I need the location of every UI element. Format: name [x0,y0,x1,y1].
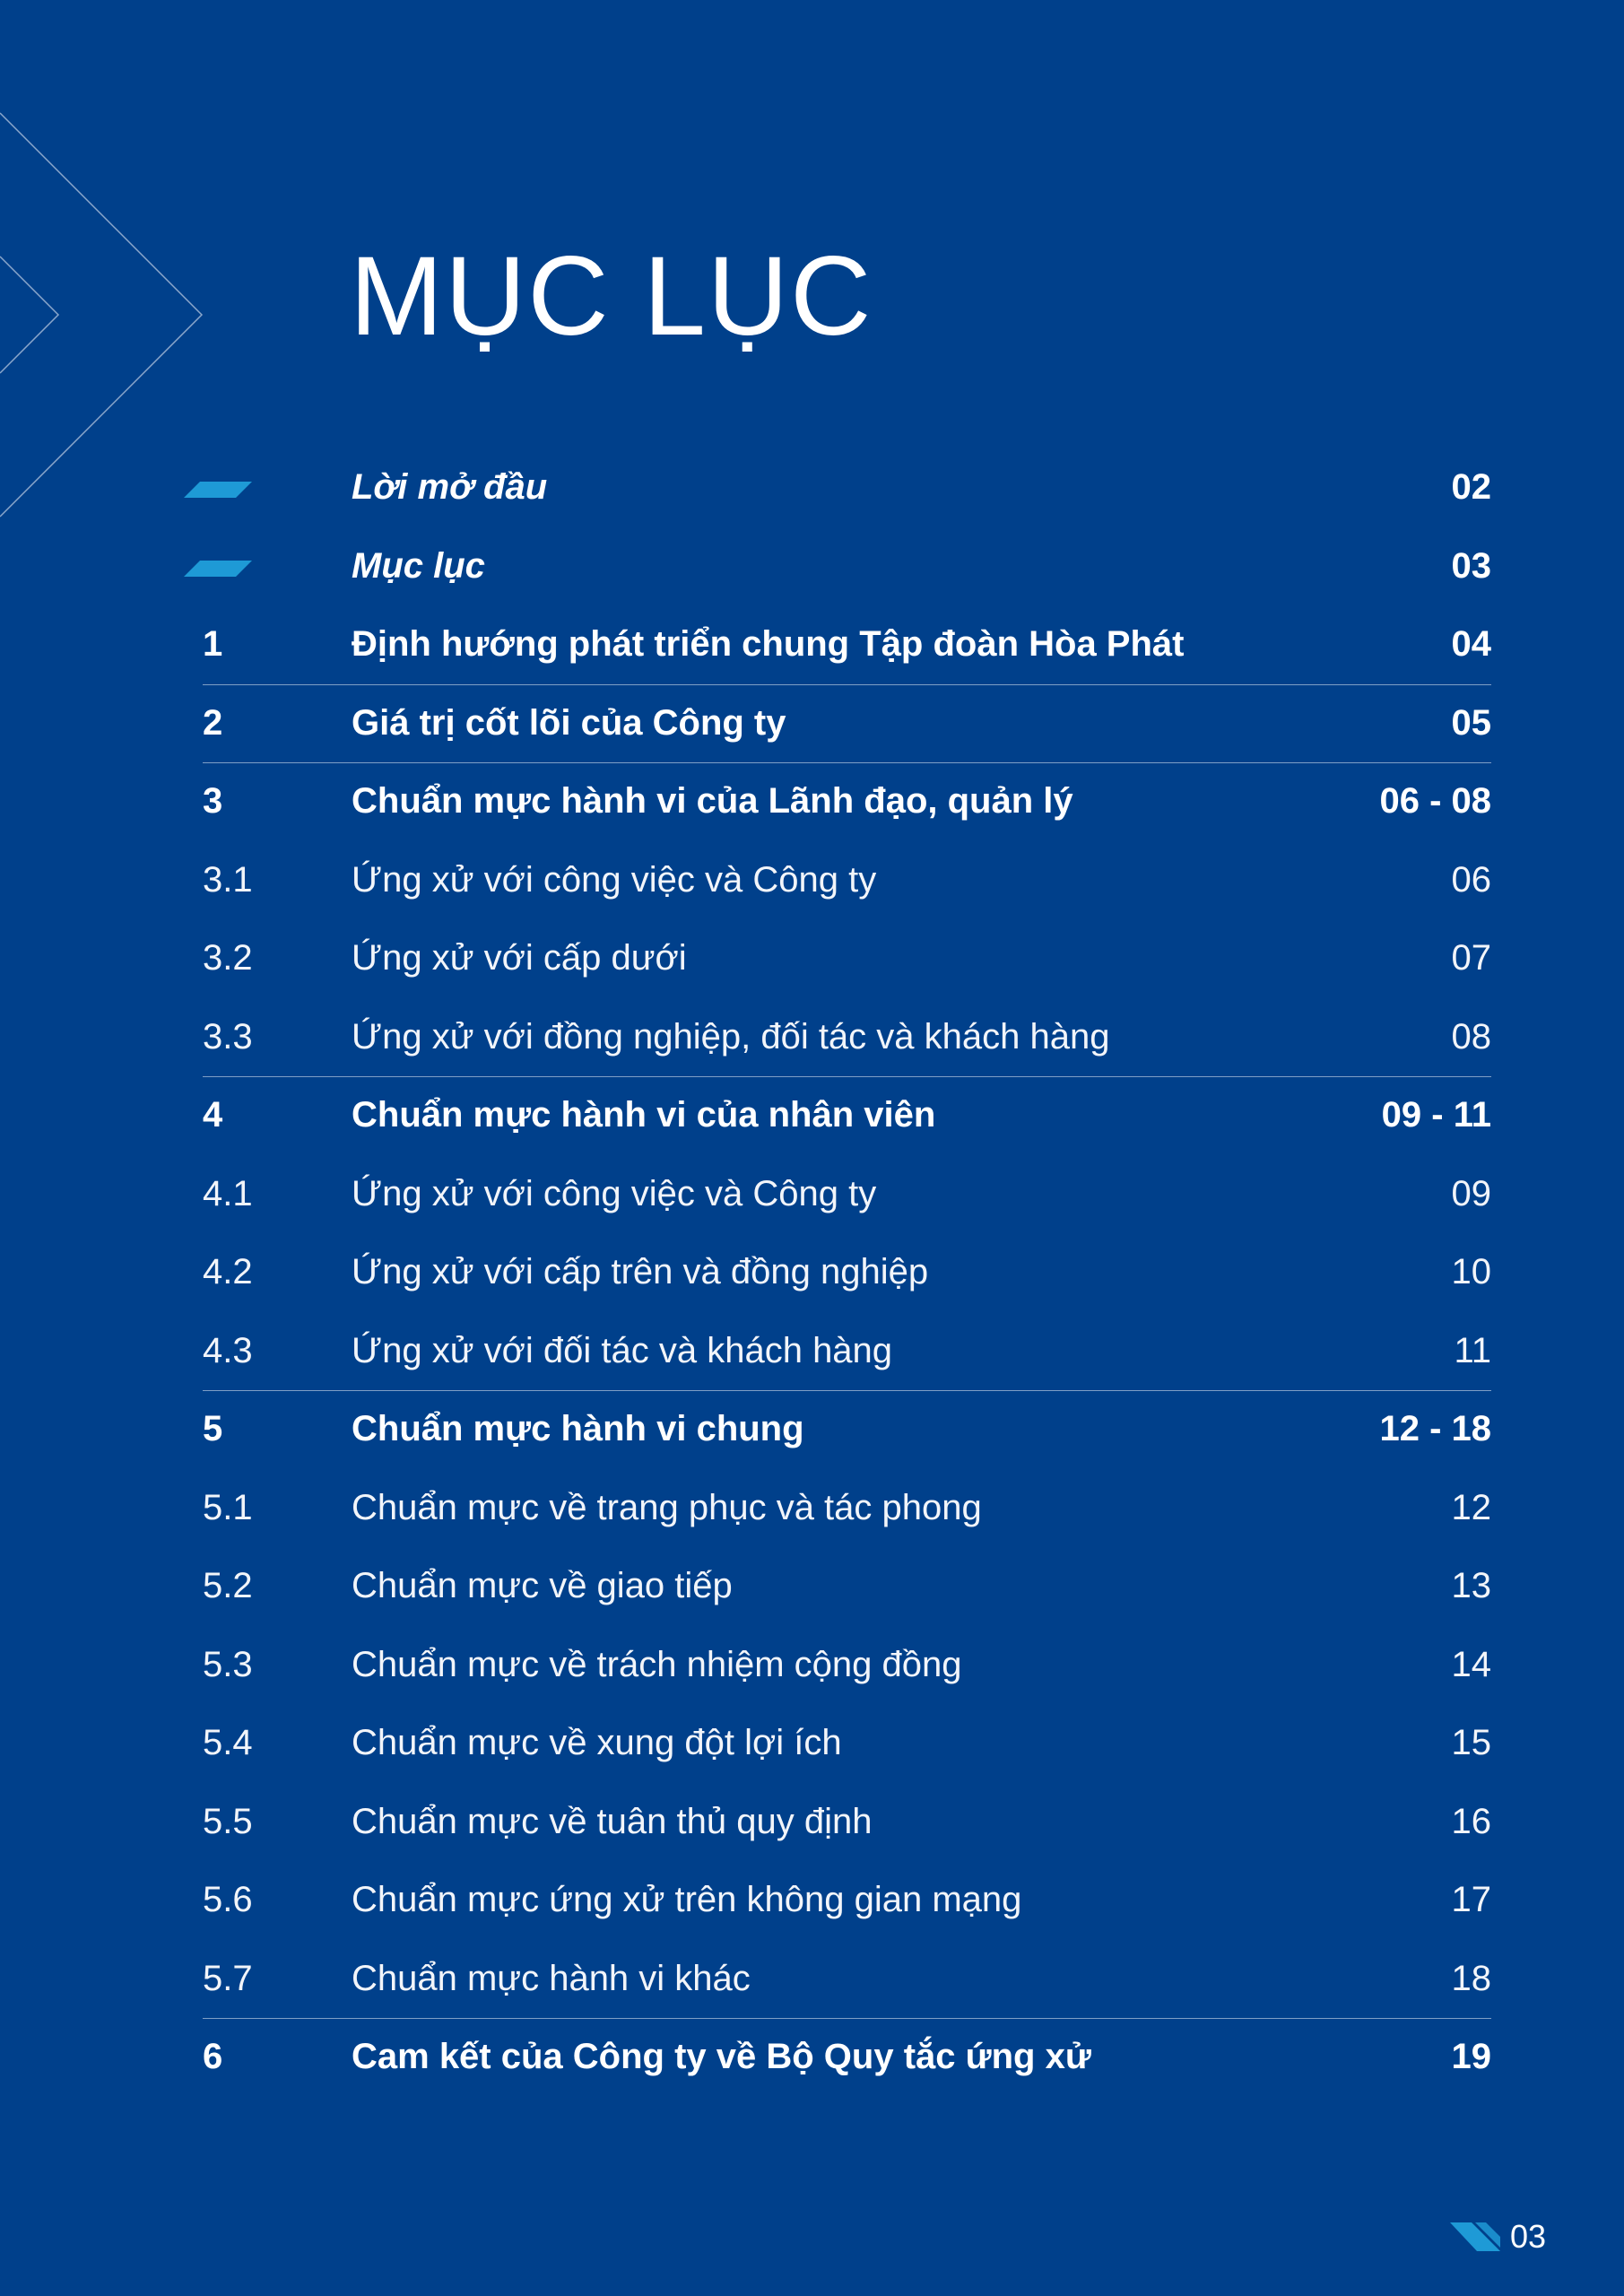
toc-label: Chuẩn mực về trang phục và tác phong [352,1487,982,1527]
toc-label: Định hướng phát triển chung Tập đoàn Hòa Phát [352,624,1185,664]
toc-page: 17 [1451,1880,1491,1919]
toc-row[interactable] [0,1076,1624,1155]
toc-number: 4.1 [203,1173,253,1213]
toc-label: Ứng xử với cấp dưới [352,938,687,978]
toc-row[interactable] [0,1469,1624,1548]
toc-row[interactable] [0,919,1624,998]
toc-row[interactable] [0,762,1624,841]
toc-row[interactable] [0,527,1624,606]
toc-number: 3.3 [203,1016,253,1057]
toc-row[interactable] [0,684,1624,763]
toc-number: 5.6 [203,1880,253,1919]
page-title: MỤC LỤC [350,234,873,359]
toc-label: Chuẩn mực về tuân thủ quy định [352,1801,873,1841]
toc-row[interactable] [0,1783,1624,1862]
toc-label: Mục lục [352,545,485,586]
toc-page: 09 - 11 [1381,1095,1491,1135]
toc-row[interactable] [0,1233,1624,1312]
toc-label: Chuẩn mực hành vi của nhân viên [352,1095,936,1135]
toc-row[interactable] [0,1390,1624,1469]
toc-page: 13 [1451,1566,1491,1605]
toc-label: Ứng xử với đối tác và khách hàng [352,1330,893,1370]
toc-row[interactable] [0,841,1624,920]
toc-number: 4.3 [203,1330,253,1370]
toc-row[interactable] [0,1704,1624,1783]
toc-page: 14 [1451,1644,1491,1684]
toc-row[interactable] [0,998,1624,1077]
toc-page: 15 [1451,1723,1491,1762]
toc-row[interactable] [0,1155,1624,1234]
toc-label: Giá trị cốt lõi của Công ty [352,702,786,743]
toc-label: Ứng xử với công việc và Công ty [352,859,877,900]
toc-page: 06 - 08 [1379,781,1491,821]
toc-page: 12 [1451,1487,1491,1527]
corner-tab-icon [1450,2222,1500,2251]
toc-label: Chuẩn mực về xung đột lợi ích [352,1723,842,1762]
toc-row[interactable] [0,605,1624,684]
toc-row[interactable] [0,2018,1624,2097]
toc-page: 18 [1451,1958,1491,1998]
toc-page: 02 [1451,467,1491,507]
toc-number: 5.1 [203,1487,253,1527]
toc-label: Cam kết của Công ty về Bộ Quy tắc ứng xử [352,2037,1091,2076]
toc-page: 03 [1451,545,1491,586]
toc-page: 07 [1451,938,1491,978]
accent-parallelogram-icon [184,561,252,577]
toc-number: 5.5 [203,1801,253,1841]
toc-number: 5.2 [203,1566,253,1605]
toc-label: Chuẩn mực ứng xử trên không gian mạng [352,1880,1022,1919]
table-of-contents [0,448,1624,2097]
toc-page: 09 [1451,1173,1491,1213]
toc-label: Ứng xử với công việc và Công ty [352,1173,877,1213]
toc-label: Lời mở đầu [352,467,548,507]
toc-row[interactable] [0,1626,1624,1705]
toc-number: 3.2 [203,938,253,978]
toc-page: 04 [1451,624,1491,664]
toc-number: 3.1 [203,859,253,900]
toc-page: 12 - 18 [1379,1409,1491,1448]
toc-number: 4 [203,1095,223,1135]
toc-number: 3 [203,781,223,821]
toc-number: 4.2 [203,1252,253,1292]
toc-number: 6 [203,2037,223,2076]
toc-number: 5.4 [203,1723,253,1762]
toc-row[interactable] [0,448,1624,527]
toc-page: 08 [1451,1016,1491,1057]
toc-page: 06 [1451,859,1491,900]
toc-label: Chuẩn mực hành vi chung [352,1409,804,1448]
toc-label: Chuẩn mực hành vi của Lãnh đạo, quản lý [352,781,1073,821]
toc-page: 19 [1451,2037,1491,2076]
toc-row[interactable] [0,1861,1624,1940]
accent-parallelogram-icon [184,482,252,498]
toc-label: Chuẩn mực hành vi khác [352,1958,751,1998]
toc-number: 5.3 [203,1644,253,1684]
toc-row[interactable] [0,1940,1624,2019]
toc-number: 1 [203,624,223,664]
toc-page: 05 [1451,702,1491,743]
toc-label: Ứng xử với cấp trên và đồng nghiệp [352,1252,929,1292]
toc-label: Chuẩn mực về trách nhiệm cộng đồng [352,1644,962,1684]
toc-label: Ứng xử với đồng nghiệp, đối tác và khách hàng [352,1016,1110,1057]
toc-page: 16 [1451,1801,1491,1841]
toc-label: Chuẩn mực về giao tiếp [352,1566,733,1605]
toc-number: 5.7 [203,1958,253,1998]
toc-page: 11 [1454,1330,1491,1370]
page-number: 03 [1510,2218,1547,2255]
toc-number: 2 [203,702,223,743]
toc-page: 10 [1451,1252,1491,1292]
toc-row[interactable] [0,1312,1624,1391]
toc-row[interactable] [0,1547,1624,1626]
toc-number: 5 [203,1409,223,1448]
